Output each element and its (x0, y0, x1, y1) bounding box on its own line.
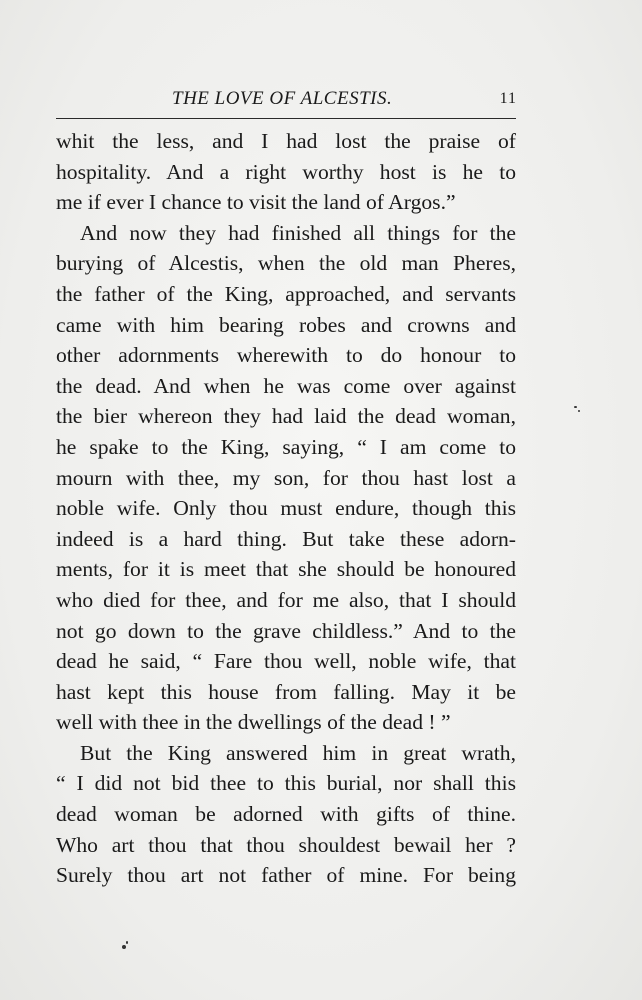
running-title: THE LOVE OF ALCESTIS. (172, 88, 393, 109)
text-line: mourn with thee, my son, for thou hast lost a (56, 465, 516, 490)
text-line: the bier whereon they had laid the dead woman, (56, 404, 516, 429)
text-line: “ I did not bid thee to this burial, nor shall this (56, 771, 516, 796)
ink-speck (126, 941, 128, 944)
text-line: well with thee in the dwellings of the dead ! ” (56, 710, 451, 735)
text-line: who died for thee, and for me also, that I should (56, 587, 516, 612)
text-line: indeed is a hard thing. But take these adorn- (56, 526, 516, 551)
text-line: not go down to the grave childless.” And to the (56, 618, 516, 643)
text-line: came with him bearing robes and crowns and (56, 312, 516, 337)
text-line: burying of Alcestis, when the old man Pheres, (56, 251, 516, 276)
text-line: whit the less, and I had lost the praise of (56, 129, 516, 153)
text-line: me if ever I chance to visit the land of Argos.” (56, 190, 456, 215)
text-line: hast kept this house from falling. May it be (56, 679, 516, 704)
text-line: the dead. And when he was come over against (56, 373, 516, 398)
header-rule (56, 118, 516, 119)
running-head (56, 88, 516, 112)
body-text (56, 126, 516, 891)
ink-speck (574, 406, 577, 408)
text-line: the father of the King, approached, and servants (56, 281, 516, 306)
text-line: hospitality. And a right worthy host is he to (56, 159, 516, 184)
text-line: Who art thou that thou shouldest bewail her ? (56, 832, 516, 857)
ink-speck (578, 410, 580, 412)
text-line: And now they had finished all things for the (80, 220, 516, 245)
text-line: other adornments wherewith to do honour to (56, 343, 516, 368)
page-number: 11 (499, 90, 517, 107)
text-line: dead he said, “ Fare thou well, noble wife, that (56, 649, 516, 674)
text-line: he spake to the King, saying, “ I am come to (56, 434, 516, 459)
text-line: dead woman be adorned with gifts of thine. (56, 802, 516, 827)
text-line: noble wife. Only thou must endure, though this (56, 496, 516, 521)
ink-speck (122, 945, 126, 949)
text-line: But the King answered him in great wrath, (80, 740, 516, 765)
text-line: ments, for it is meet that she should be honoured (56, 557, 516, 582)
text-line: Surely thou art not father of mine. For being (56, 863, 516, 888)
